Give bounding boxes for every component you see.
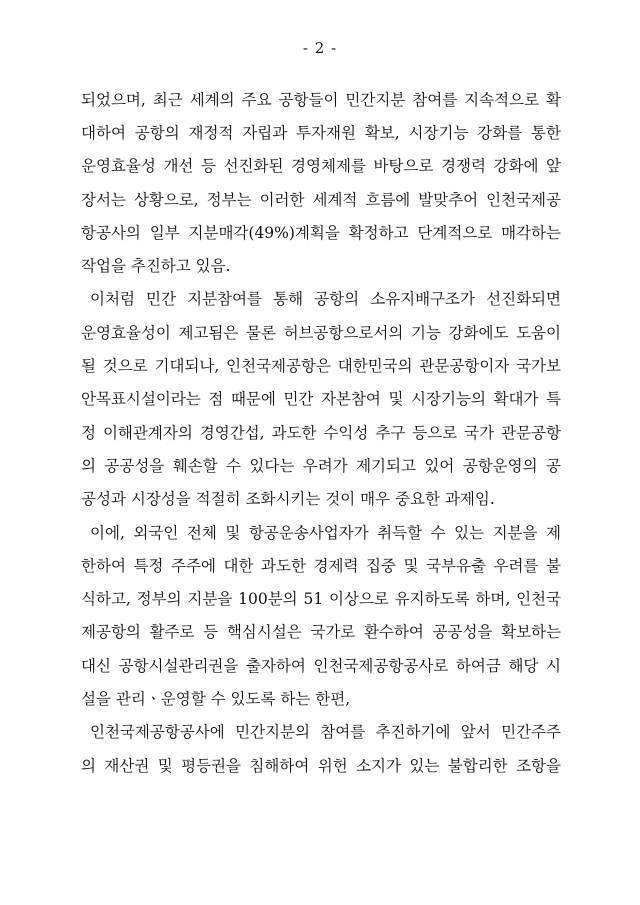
text-line: 의 공공성을 훼손할 수 있다는 우려가 제기되고 있어 공항운영의 공	[81, 457, 561, 475]
text-line: 공성과 시장성을 적절히 조화시키는 것이 매우 중요한 과제임.	[81, 490, 495, 508]
text-line: 안목표시설이라는 점 때문에 민간 자본참여 및 시장기능의 확대가 특	[81, 390, 561, 408]
text-line: 이처럼 민간 지분참여를 통해 공항의 소유지배구조가 선진화되면	[90, 290, 561, 308]
text-line: 운영효율성 개선 등 선진화된 경영체제를 바탕으로 경쟁력 강화에 앞	[81, 157, 561, 175]
text-line: 제공항의 활주로 등 핵심시설은 국가로 환수하여 공공성을 확보하는	[81, 623, 561, 641]
text-line: 되었으며, 최근 세계의 주요 공항들이 민간지분 참여를 지속적으로 확	[81, 91, 561, 109]
text-line: 대신 공항시설관리권을 출자하여 인천국제공항공사로 하여금 해당 시	[81, 657, 561, 675]
text-line: 정 이해관계자의 경영간섭, 과도한 수익성 추구 등으로 국가 관문공항	[81, 424, 561, 442]
text-line: 식하고, 정부의 지분을 100분의 51 이상으로 유지하도록 하며, 인천국	[81, 590, 561, 608]
text-line: 작업을 추진하고 있음.	[81, 257, 231, 275]
text-line: 항공사의 일부 지분매각(49%)계획을 확정하고 단계적으로 매각하는	[81, 224, 561, 242]
page-number: - 2 -	[302, 39, 338, 57]
text-line: 설을 관리ㆍ운영할 수 있도록 하는 한편,	[81, 690, 351, 708]
text-line: 장서는 상황으로, 정부는 이러한 세계적 흐름에 발맞추어 인천국제공	[81, 191, 561, 209]
text-line: 의 재산권 및 평등권을 침해하여 위헌 소지가 있는 불합리한 조항을	[81, 757, 561, 775]
text-line: 대하여 공항의 재정적 자립과 투자재원 확보, 시장기능 강화를 통한	[81, 124, 561, 142]
text-line: 운영효율성이 제고됨은 물론 허브공항으로서의 기능 강화에도 도움이	[81, 324, 561, 342]
text-line: 한하여 특정 주주에 대한 과도한 경제력 집중 및 국부유출 우려를 불	[81, 557, 561, 575]
text-line: 이에, 외국인 전체 및 항공운송사업자가 취득할 수 있는 지분을 제	[90, 524, 561, 542]
text-line: 될 것으로 기대되나, 인천국제공항은 대한민국의 관문공항이자 국가보	[81, 357, 561, 375]
text-line: 인천국제공항공사에 민간지분의 참여를 추진하기에 앞서 민간주주	[90, 723, 561, 741]
